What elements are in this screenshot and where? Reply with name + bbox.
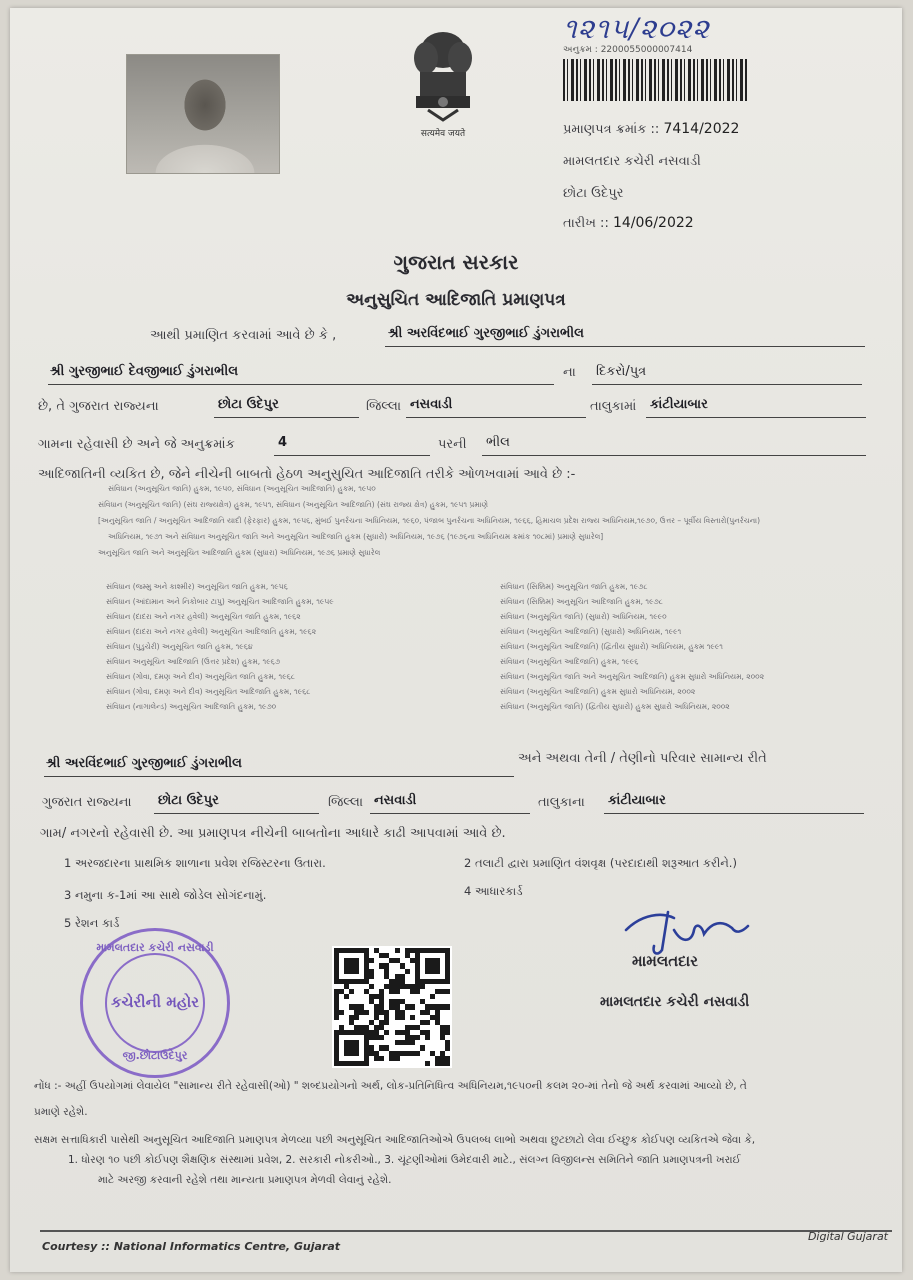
serial-no-value: 4 bbox=[278, 435, 288, 450]
legal-list-right bbox=[500, 582, 764, 717]
note-line: સક્ષમ સત્તાધિકારી પાસેથી અનુસૂચિત આદિજાતિ પ્રમાણપત્ર મેળવ્યા પછી અનુસૂચિત આદિજાતિઓએ ઉપલબ્ધ લાભો અથવા છુટછાટો લેવા ઈચ્છુક કોઈપણ વ્યકિતએ જેવા કે, bbox=[34, 1134, 756, 1146]
village-value-2: કાંટીયાબાર bbox=[608, 793, 666, 808]
taluka-value: નસવાડી bbox=[410, 397, 453, 412]
certificate-number-row: પ્રમાણપત્ર ક્રમાંક :: 7414/2022 bbox=[563, 121, 740, 137]
note-line: પ્રમાણે રહેશે. bbox=[34, 1106, 88, 1118]
tribe-value: ભીલ bbox=[486, 435, 510, 450]
qr-code-image bbox=[332, 946, 452, 1068]
footer-brand: Digital Gujarat bbox=[807, 1230, 888, 1243]
national-emblem-icon bbox=[398, 28, 488, 138]
legal-item: સંવિધાન અનુસૂચિત આદિજાતિ (ઉત્તર પ્રદેશ) હુકમ, ૧૯૬૭ bbox=[106, 657, 281, 666]
legal-item: સંવિધાન (પુડુચેરી) અનુસૂચિત જાતિ હુકમ, ૧૯૬૪ bbox=[106, 642, 253, 651]
legal-item: સંવિધાન (નાગાલેન્ડ) અનુસૂચિત આદિજાતિ હુકમ, ૧૯૭૦ bbox=[106, 702, 277, 711]
relation: દિકરો/પુત્ર bbox=[596, 364, 647, 379]
legal-item: સંવિધાન (જમ્મુ અને કાશ્મીર) અનુસૂચિત જાતિ હુકમ, ૧૯૫૬ bbox=[106, 582, 288, 591]
legal-item: સંવિધાન (સિક્કિમ) અનુસૂચિત જાતિ હુકમ, ૧૯૭૮ bbox=[500, 582, 648, 591]
applicant-name: શ્રી અરવિંદભાઈ ગુરજીભાઈ ડુંગરાભીલ bbox=[388, 326, 584, 341]
legal-item: સંવિધાન (સિક્કિમ) અનુસૂચિત આદિજાતિ હુકમ, ૧૯૭૮ bbox=[500, 597, 663, 606]
legal-line: અનુસૂચિત જાતિ અને અનુસૂચિત આદિજાતિ હુકમ (સુધારા) અધિનિયમ, ૧૯૭૬ પ્રમાણે સુધારેલ bbox=[98, 548, 381, 557]
legal-line: સંવિધાન (અનુસૂચિત જાતિ) (સંઘ રાજ્યક્ષેત્ર) હુકમ, ૧૯૫૧, સંવિધાન (અનુસૂચિત આદિજાતિ) (સંઘ રાજ્ય ક્ષેત્ર) હુકમ, ૧૯૫૧ પ્રમાણે bbox=[98, 500, 488, 509]
legal-item: સંવિધાન (અનુસૂચિત જાતિ) (દ્વિતીય સુધારો) હુકમ સુધારો અધિનિયમ, ૨૦૦૨ bbox=[500, 702, 730, 711]
footer-courtesy: Courtesy :: National Informatics Centre, Gujarat bbox=[42, 1240, 341, 1253]
certificate-title: અનુસુચિત આદિજાતિ પ્રમાણપત્ર bbox=[346, 290, 566, 310]
legal-item: સંવિધાન (અનુસૂચિત આદિજાતિ) (સુધારો) અધિનિયમ, ૧૯૯૧ bbox=[500, 627, 682, 636]
district-label: જિલ્લા bbox=[366, 399, 402, 414]
certificate-sheet bbox=[10, 8, 902, 1272]
document-item: 5 રેશન કાર્ડ bbox=[64, 916, 120, 930]
legal-list-left bbox=[106, 582, 334, 717]
serial-number: અનુક્રમ : 2200055000007414 bbox=[563, 45, 693, 55]
document-item: 2 તલાટી દ્વારા પ્રમાણિત વંશવૃક્ષ (પરદાદાથી શરૂઆત કરીને.) bbox=[464, 856, 737, 870]
legal-item: સંવિધાન (ગોવા, દમણ અને દીવ) અનુસૂચિત જાતિ હુકમ, ૧૯૬૮ bbox=[106, 672, 295, 681]
legal-item: સંવિધાન (દાદરા અને નગર હવેલી) અનુસૂચિત જાતિ હુકમ, ૧૯૬૨ bbox=[106, 612, 301, 621]
document-item: 1 અરજદારના પ્રાથમિક શાળાના પ્રવેશ રજિસ્ટરના ઉતારા. bbox=[64, 856, 326, 870]
state-text: છે, તે ગુજરાત રાજ્યના bbox=[38, 399, 159, 414]
legal-line: અધિનિયમ, ૧૯૭૧ અને સંવિધાન અનુસૂચિત જાતિ અને અનુસૂચિત આદિજાતિ હુકમ (સુધારો) અધિનિયમ, ૧૯૭૬ (૧૯૭૬ના અધિનિયમ ક્રમાંક ૧૦૮માં) પ્રમાણે સુધારેલ] bbox=[108, 532, 604, 541]
signatory-office: મામલતદાર કચેરી નસવાડી bbox=[600, 994, 750, 1010]
na-label: ના bbox=[563, 365, 576, 380]
handwritten-number: ૧૨૧૫/૨૦૨૨ bbox=[563, 12, 710, 45]
note-line: માટે અરજી કરવાની રહેશે તથા માન્યતા પ્રમાણપત્ર મેળવી લેવાનું રહેશે. bbox=[98, 1174, 392, 1186]
document-item: 3 નમુના ક-1માં આ સાથે જોડેલ સોગંદનામું. bbox=[64, 888, 267, 902]
signatory-title: મામલતદાર bbox=[632, 952, 698, 970]
note-line: નોંધ :- અહીં ઉપયોગમાં લેવાયેલ "સામાન્ય રીતે રહેવાસી(ઓ) " શબ્દપ્રયોગનો અર્થ, લોક-પ્રતિનિધિત્વ અધિનિયમ,૧૯૫૦ની કલમ ૨૦-માં તેનો જે અર્થ કરવામાં આવ્યો છે, તે bbox=[34, 1080, 747, 1092]
legal-lines bbox=[98, 484, 760, 558]
parni-label: પરની bbox=[438, 437, 467, 452]
document-item: 4 આધારકાર્ડ bbox=[464, 884, 523, 898]
family-text: અને અથવા તેની / તેણીનો પરિવાર સામાન્ય રીતે bbox=[518, 751, 767, 766]
village-value: કાંટીયાબાર bbox=[650, 397, 708, 412]
seal-bottom-text: જી.છોટાઉદેપુર bbox=[122, 1049, 188, 1062]
legal-line: સંવિધાન (અનુસૂચિત જાતિ) હુકમ, ૧૯૫૦, સંવિધાન (અનુસૂચિત આદિજાતિ) હુકમ, ૧૯૫૦ bbox=[108, 484, 376, 493]
taluka-value-2: નસવાડી bbox=[374, 793, 417, 808]
issuing-office: મામલતદાર કચેરી નસવાડી bbox=[563, 154, 701, 169]
taluka-label: તાલુકામાં bbox=[590, 399, 637, 414]
legal-line: [અનુસૂચિત જાતિ / અનુસૂચિત આદિજાતિ યાદી (ફેરફાર) હુકમ, ૧૯૫૬, મુંબઈ પુનર્રચના અધિનિયમ, ૧૯૬૦, પંજાબ પુનર્રચના અધિનિયમ, ૧૯૬૬, હિમાચલ પ્રદેશ રાજ્ય અધિનિયમ,૧૯૭૦, ઉત્તર – પૂર્વીય વિસ્તારો(પુનર્રચના) bbox=[98, 516, 761, 525]
footer bbox=[40, 1230, 892, 1272]
legal-item: સંવિધાન (આંદામાન અને નિકોબાર ટાપુ) અનુસૂચિત આદિજાતિ હુકમ, ૧૯૫૯ bbox=[106, 597, 334, 606]
issue-date-row: તારીખ :: 14/06/2022 bbox=[563, 215, 694, 231]
taluka-label-2: તાલુકાના bbox=[538, 795, 585, 810]
father-name: શ્રી ગુરજીભાઈ દેવજીભાઈ ડુંગરાભીલ bbox=[50, 364, 239, 379]
closing-text: ગામ/ નગરનો રહેવાસી છે. આ પ્રમાણપત્ર નીચેની બાબતોના આધારે કાઢી આપવામાં આવે છે. bbox=[40, 826, 506, 841]
legal-item: સંવિધાન (અનુસૂચિત આદિજાતિ) હુકમ સુધારો અધિનિયમ, ૨૦૦૨ bbox=[500, 687, 696, 696]
tribe-text: આદિજાતિની વ્યકિત છે, જેને નીચેની બાબતો હેઠળ અનુસુચિત આદિજાતિ તરીકે ઓળખવામાં આવે છે :- bbox=[38, 467, 576, 482]
applicant-photo bbox=[126, 54, 280, 174]
office-seal-stamp bbox=[80, 928, 230, 1078]
emblem-caption: सत्यमेव जयते bbox=[420, 129, 466, 139]
government-title: ગુજરાત સરકાર bbox=[393, 250, 519, 274]
seal-center-text: કચેરીની મહોર bbox=[110, 993, 200, 1011]
note-line: 1. ધોરણ ૧૦ પછી કોઈપણ શૈક્ષણિક સંસ્થામાં પ્રવેશ, 2. સરકારી નોકરીઓ., 3. ચૂંટણીઓમાં ઉમેદવારી માટે., સંલગ્ન વિજીલન્સ સમિતિને જાતિ પ્રમાણપત્રની ખરાઈ bbox=[68, 1154, 741, 1166]
applicant-name-repeat: શ્રી અરવિંદભાઈ ગુરજીભાઈ ડુંગરાભીલ bbox=[46, 756, 242, 771]
barcode-image bbox=[563, 59, 749, 101]
legal-item: સંવિધાન (અનુસૂચિત જાતિ અને અનુસૂચિત આદિજાતિ) હુકમ સુધારો અધિનિયમ, ૨૦૦૨ bbox=[500, 672, 765, 681]
district-label-2: જિલ્લા bbox=[328, 795, 364, 810]
resident-text: ગામના રહેવાસી છે અને જે અનુક્રમાંક bbox=[38, 437, 235, 452]
district-value: છોટા ઉદેપુર bbox=[218, 397, 279, 412]
legal-item: સંવિધાન (અનુસૂચિત જાતિ) (સુધારો) અધિનિયમ, ૧૯૯૦ bbox=[500, 612, 667, 621]
intro-text: આથી પ્રમાણિત કરવામાં આવે છે કે , bbox=[150, 328, 337, 343]
issuing-district: છોટા ઉદેપુર bbox=[563, 186, 624, 201]
legal-item: સંવિધાન (અનુસૂચિત આદિજાતિ) (દ્વિતીય સુધારો) અધિનિયમ, હુકમ ૧૯૯૧ bbox=[500, 642, 723, 651]
legal-item: સંવિધાન (અનુસૂચિત આદિજાતિ) હુકમ, ૧૯૯૬ bbox=[500, 657, 639, 666]
legal-item: સંવિધાન (ગોવા, દમણ અને દીવ) અનુસૂચિત આદિજાતિ હુકમ, ૧૯૬૮ bbox=[106, 687, 311, 696]
legal-item: સંવિધાન (દાદરા અને નગર હવેલી) અનુસૂચિત આદિજાતિ હુકમ, ૧૯૬૨ bbox=[106, 627, 317, 636]
district-value-2: છોટા ઉદેપુર bbox=[158, 793, 219, 808]
seal-outer-text: મામલતદાર કચેરી નસવાડી bbox=[96, 941, 214, 954]
state-text-2: ગુજરાત રાજ્યના bbox=[42, 795, 132, 810]
